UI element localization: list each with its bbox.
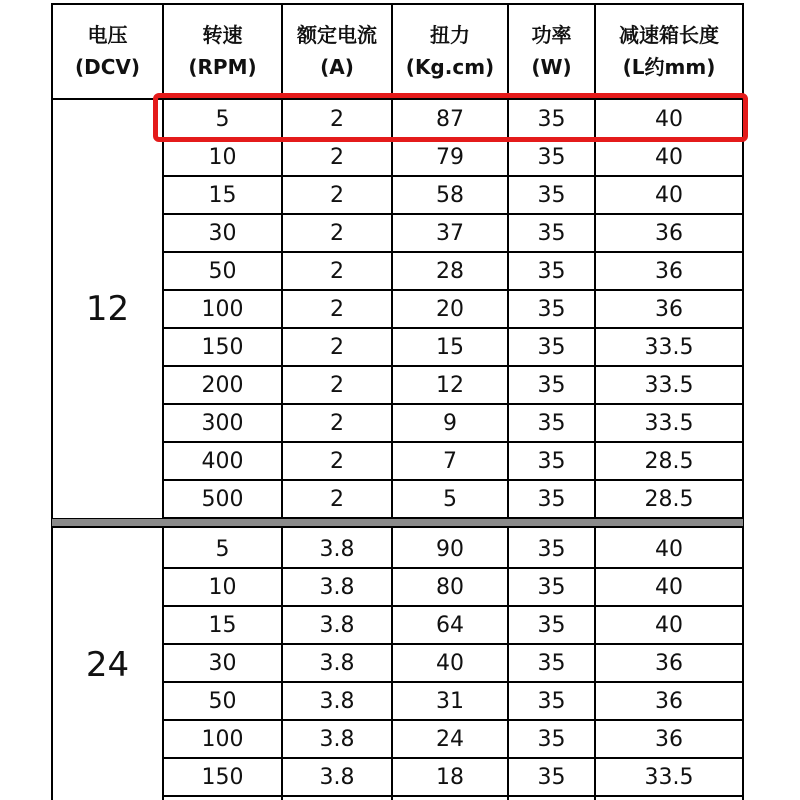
table-cell: 28.5 [644,486,694,512]
header-label: 功率 [531,22,572,47]
table-cell: 35 [537,448,566,474]
table-cell: 2 [330,410,344,436]
table-cell: 2 [330,106,344,132]
table-cell: 40 [436,650,464,676]
table-cell: 35 [537,536,566,562]
header-cell [595,3,743,98]
table-cell: 36 [655,688,683,714]
table-cell: 5 [215,106,230,132]
table-cell: 36 [655,650,683,676]
table-cell: 2 [330,372,344,398]
table-cell: 30 [208,650,237,676]
table-cell: 3.8 [319,574,355,600]
table-cell: 500 [201,486,244,512]
table-cell: 36 [655,258,683,284]
table-cell: 2 [330,448,344,474]
table-cell: 18 [436,764,464,790]
table-cell: 30 [208,220,237,246]
table-cell: 35 [537,372,566,398]
table-cell: 15 [208,182,237,208]
header-label: 转速 [202,22,243,47]
header-cell [282,3,392,98]
header-label: 扭力 [430,22,470,47]
table-cell: 33.5 [644,334,694,360]
voltage-cell: 24 [85,645,130,685]
table-cell: 90 [436,536,464,562]
header-cell [508,3,595,98]
table-cell: 400 [201,448,244,474]
table-cell: 80 [436,574,464,600]
table-cell: 35 [537,486,566,512]
header-unit: (Kg.cm) [405,54,495,79]
header-label: 电压 [87,22,128,47]
group-separator-edge [52,518,743,519]
table-cell: 35 [537,410,566,436]
table-cell: 50 [208,688,237,714]
table-cell: 35 [537,144,566,170]
table-cell: 10 [208,144,237,170]
header-unit: (A) [320,54,354,79]
table-cell: 300 [201,410,244,436]
table-cell: 28.5 [644,448,694,474]
table-cell: 35 [537,612,566,638]
header-label: 额定电流 [297,22,377,47]
table-cell: 35 [537,334,566,360]
header-unit: (RPM) [188,54,257,79]
table-cell: 7 [443,448,457,474]
table-cell: 35 [537,182,566,208]
table-cell: 35 [537,688,566,714]
header-label: 减速箱长度 [619,22,719,47]
table-cell: 2 [330,296,344,322]
table-cell: 100 [201,296,244,322]
highlight-box [153,93,748,142]
table-cell: 28 [436,258,464,284]
table-cell: 2 [330,334,344,360]
table-cell: 40 [655,536,683,562]
table-cell: 3.8 [319,764,355,790]
table-cell: 3.8 [319,536,355,562]
row-divider [163,795,743,797]
table-cell: 36 [655,296,683,322]
header-cell [163,3,282,98]
header-cell [392,3,508,98]
table-cell: 3.8 [319,650,355,676]
table-cell: 150 [201,334,244,360]
group-separator-edge [52,526,743,528]
table-cell: 79 [436,144,464,170]
table-cell: 33.5 [644,410,694,436]
table-cell: 35 [537,296,566,322]
table-cell: 2 [330,144,344,170]
table-cell: 12 [436,372,464,398]
table-cell: 36 [655,220,683,246]
table-cell: 24 [436,726,464,752]
table-cell: 20 [436,296,464,322]
table-cell: 35 [537,220,566,246]
table-cell: 50 [208,258,237,284]
table-cell: 40 [655,106,683,132]
table-cell: 40 [655,182,683,208]
table-cell: 100 [201,726,244,752]
table-cell: 150 [201,764,244,790]
voltage-cell: 12 [85,289,130,329]
table-cell: 2 [330,486,344,512]
table-cell: 200 [201,372,244,398]
table-cell: 2 [330,182,344,208]
column-divider [51,3,53,800]
table-cell: 35 [537,574,566,600]
table-cell: 3.8 [319,688,355,714]
table-cell: 5 [443,486,457,512]
table-cell: 5 [215,536,230,562]
table-cell: 40 [655,612,683,638]
top-border [52,3,743,5]
table-cell: 3.8 [319,612,355,638]
header-cell [52,3,163,98]
table-cell: 15 [208,612,237,638]
table-cell: 3.8 [319,726,355,752]
table-cell: 87 [436,106,464,132]
table-cell: 36 [655,726,683,752]
table-cell: 37 [436,220,464,246]
table-cell: 2 [330,258,344,284]
table-cell: 58 [436,182,464,208]
table-cell: 64 [436,612,464,638]
table-cell: 35 [537,726,566,752]
header-unit: (DCV) [74,54,141,79]
table-cell: 35 [537,764,566,790]
table-cell: 10 [208,574,237,600]
header-unit: (L约mm) [622,54,716,79]
group-separator [52,518,743,526]
table-cell: 35 [537,106,566,132]
table-cell: 31 [436,688,464,714]
header-unit: (W) [531,54,572,79]
table-cell: 2 [330,220,344,246]
table-cell: 9 [443,410,457,436]
table-cell: 35 [537,650,566,676]
table-cell: 33.5 [644,764,694,790]
table-cell: 35 [537,258,566,284]
table-cell: 40 [655,144,683,170]
table-cell: 33.5 [644,372,694,398]
table-cell: 40 [655,574,683,600]
table-cell: 15 [436,334,464,360]
